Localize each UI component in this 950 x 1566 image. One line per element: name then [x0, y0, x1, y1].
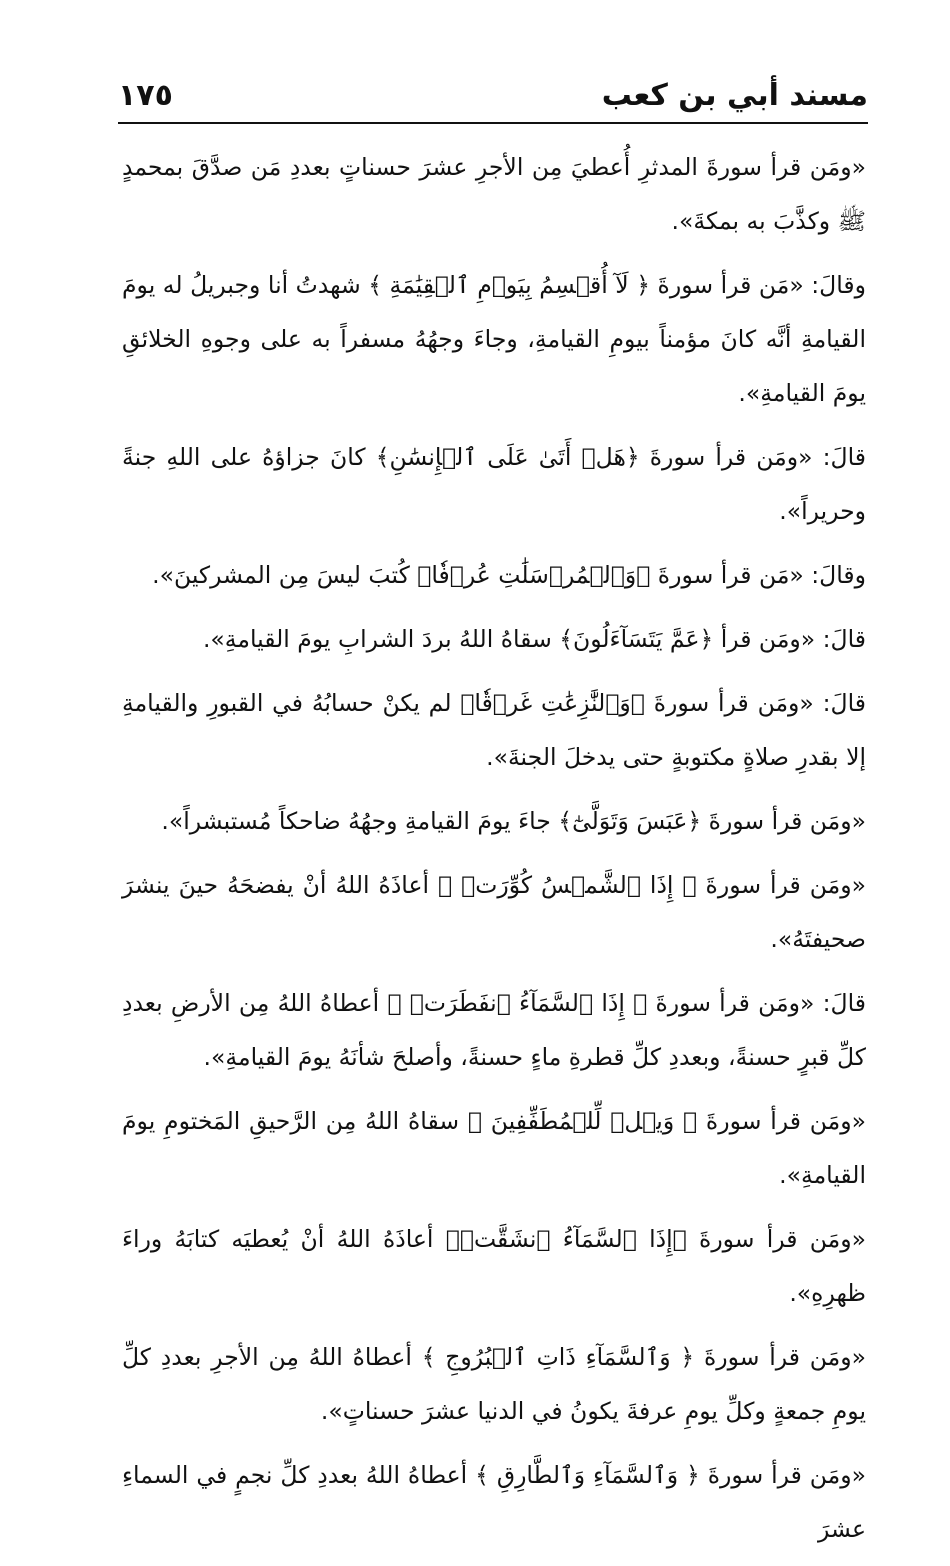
paragraph: «ومَن قرأ سورةَ المدثرِ أُعطيَ مِن الأجرِ عشرَ حسناتٍ بعددِ مَن صدَّقَ بمحمدٍ ﷺ وكذَّبَ به بمكةَ».: [122, 153, 866, 235]
paragraph: «ومَن قرأ سورةَ ﴿ وَٱلسَّمَآءِ وَٱلطَّارِقِ ﴾ أعطاهُ اللهُ بعددِ كلِّ نجمٍ في السماءِ عشرَ: [122, 1461, 866, 1543]
paragraph: «ومَن قرأ سورةَ ﴿ وَٱلسَّمَآءِ ذَاتِ ٱلۡبُرُوجِ ﴾ أعطاهُ اللهُ مِن الأجرِ بعددِ كلِّ يومِ جمعةٍ وكلِّ يومِ عرفةَ يكونُ في الدنيا عشرَ حسناتٍ».: [122, 1343, 866, 1425]
paragraph: قالَ: «ومَن قرأ ﴿عَمَّ يَتَسَآءَلُونَ﴾ سقاهُ اللهُ بردَ الشرابِ يومَ القيامةِ».: [202, 625, 866, 653]
page-number: ١٧٥: [118, 78, 173, 113]
paragraph: قالَ: «ومَن قرأ سورةَ ﴿وَٱلنَّٰزِعَٰتِ غَرۡقٗا﴾ لم يكنْ حسابُهُ في القبورِ والقيامةِ إلا بقدرِ صلاةٍ مكتوبةٍ حتى يدخلَ الجنةَ».: [122, 689, 866, 771]
header-divider: [118, 122, 868, 124]
paragraph: «ومَن قرأ سورةَ ﴿عَبَسَ وَتَوَلَّىٰٓ﴾ جاءَ يومَ القيامةِ وجهُهُ ضاحكاً مُستبشراً».: [161, 807, 866, 835]
paragraph: قالَ: «ومَن قرأ سورةَ ﴿هَلۡ أَتَىٰ عَلَى ٱلۡإِنسَٰنِ﴾ كانَ جزاؤهُ على اللهِ جنةً وحريراً».: [122, 443, 866, 525]
paragraph: «ومَن قرأ سورةَ ﴿إِذَا ٱلسَّمَآءُ ٱنشَقَّتۡ﴾ أعاذَهُ اللهُ أنْ يُعطيَه كتابَهُ وراءَ ظهرِهِ».: [122, 1225, 866, 1307]
body-text: [122, 140, 866, 1566]
header-title: مسند أبي بن كعب: [601, 78, 868, 113]
paragraph: «ومَن قرأ سورةَ ﴿ وَيۡلٞ لِّلۡمُطَفِّفِينَ ﴾ سقاهُ اللهُ مِن الرَّحيقِ المَختومِ يومَ القيامةِ».: [122, 1107, 866, 1189]
running-header: [118, 70, 868, 122]
paragraph: وقالَ: «مَن قرأ سورةَ ﴿ لَآ أُقۡسِمُ بِيَوۡمِ ٱلۡقِيَٰمَةِ ﴾ شهدتُ أنا وجبريلُ له يومَ القيامةِ أنَّه كانَ مؤمناً بيومِ القيامةِ، وجاءَ وجهُهُ مسفراً به على وجوهِ الخلائقِ يومَ القيامةِ».: [122, 271, 866, 407]
paragraph: وقالَ: «مَن قرأ سورةَ ﴿وَٱلۡمُرۡسَلَٰتِ عُرۡفٗا﴾ كُتبَ ليسَ مِن المشركينَ».: [152, 561, 866, 589]
paragraph: «ومَن قرأ سورةَ ﴿ إِذَا ٱلشَّمۡسُ كُوِّرَتۡ ﴾ أعاذَهُ اللهُ أنْ يفضحَهُ حينَ ينشرَ صحيفتَهُ».: [122, 871, 866, 953]
paragraph: قالَ: «ومَن قرأ سورةَ ﴿ إِذَا ٱلسَّمَآءُ ٱنفَطَرَتۡ ﴾ أعطاهُ اللهُ مِن الأرضِ بعددِ كلِّ قبرٍ حسنةً، وبعددِ كلِّ قطرةِ ماءٍ حسنةً، وأصلحَ شأنَهُ يومَ القيامةِ».: [122, 989, 866, 1071]
